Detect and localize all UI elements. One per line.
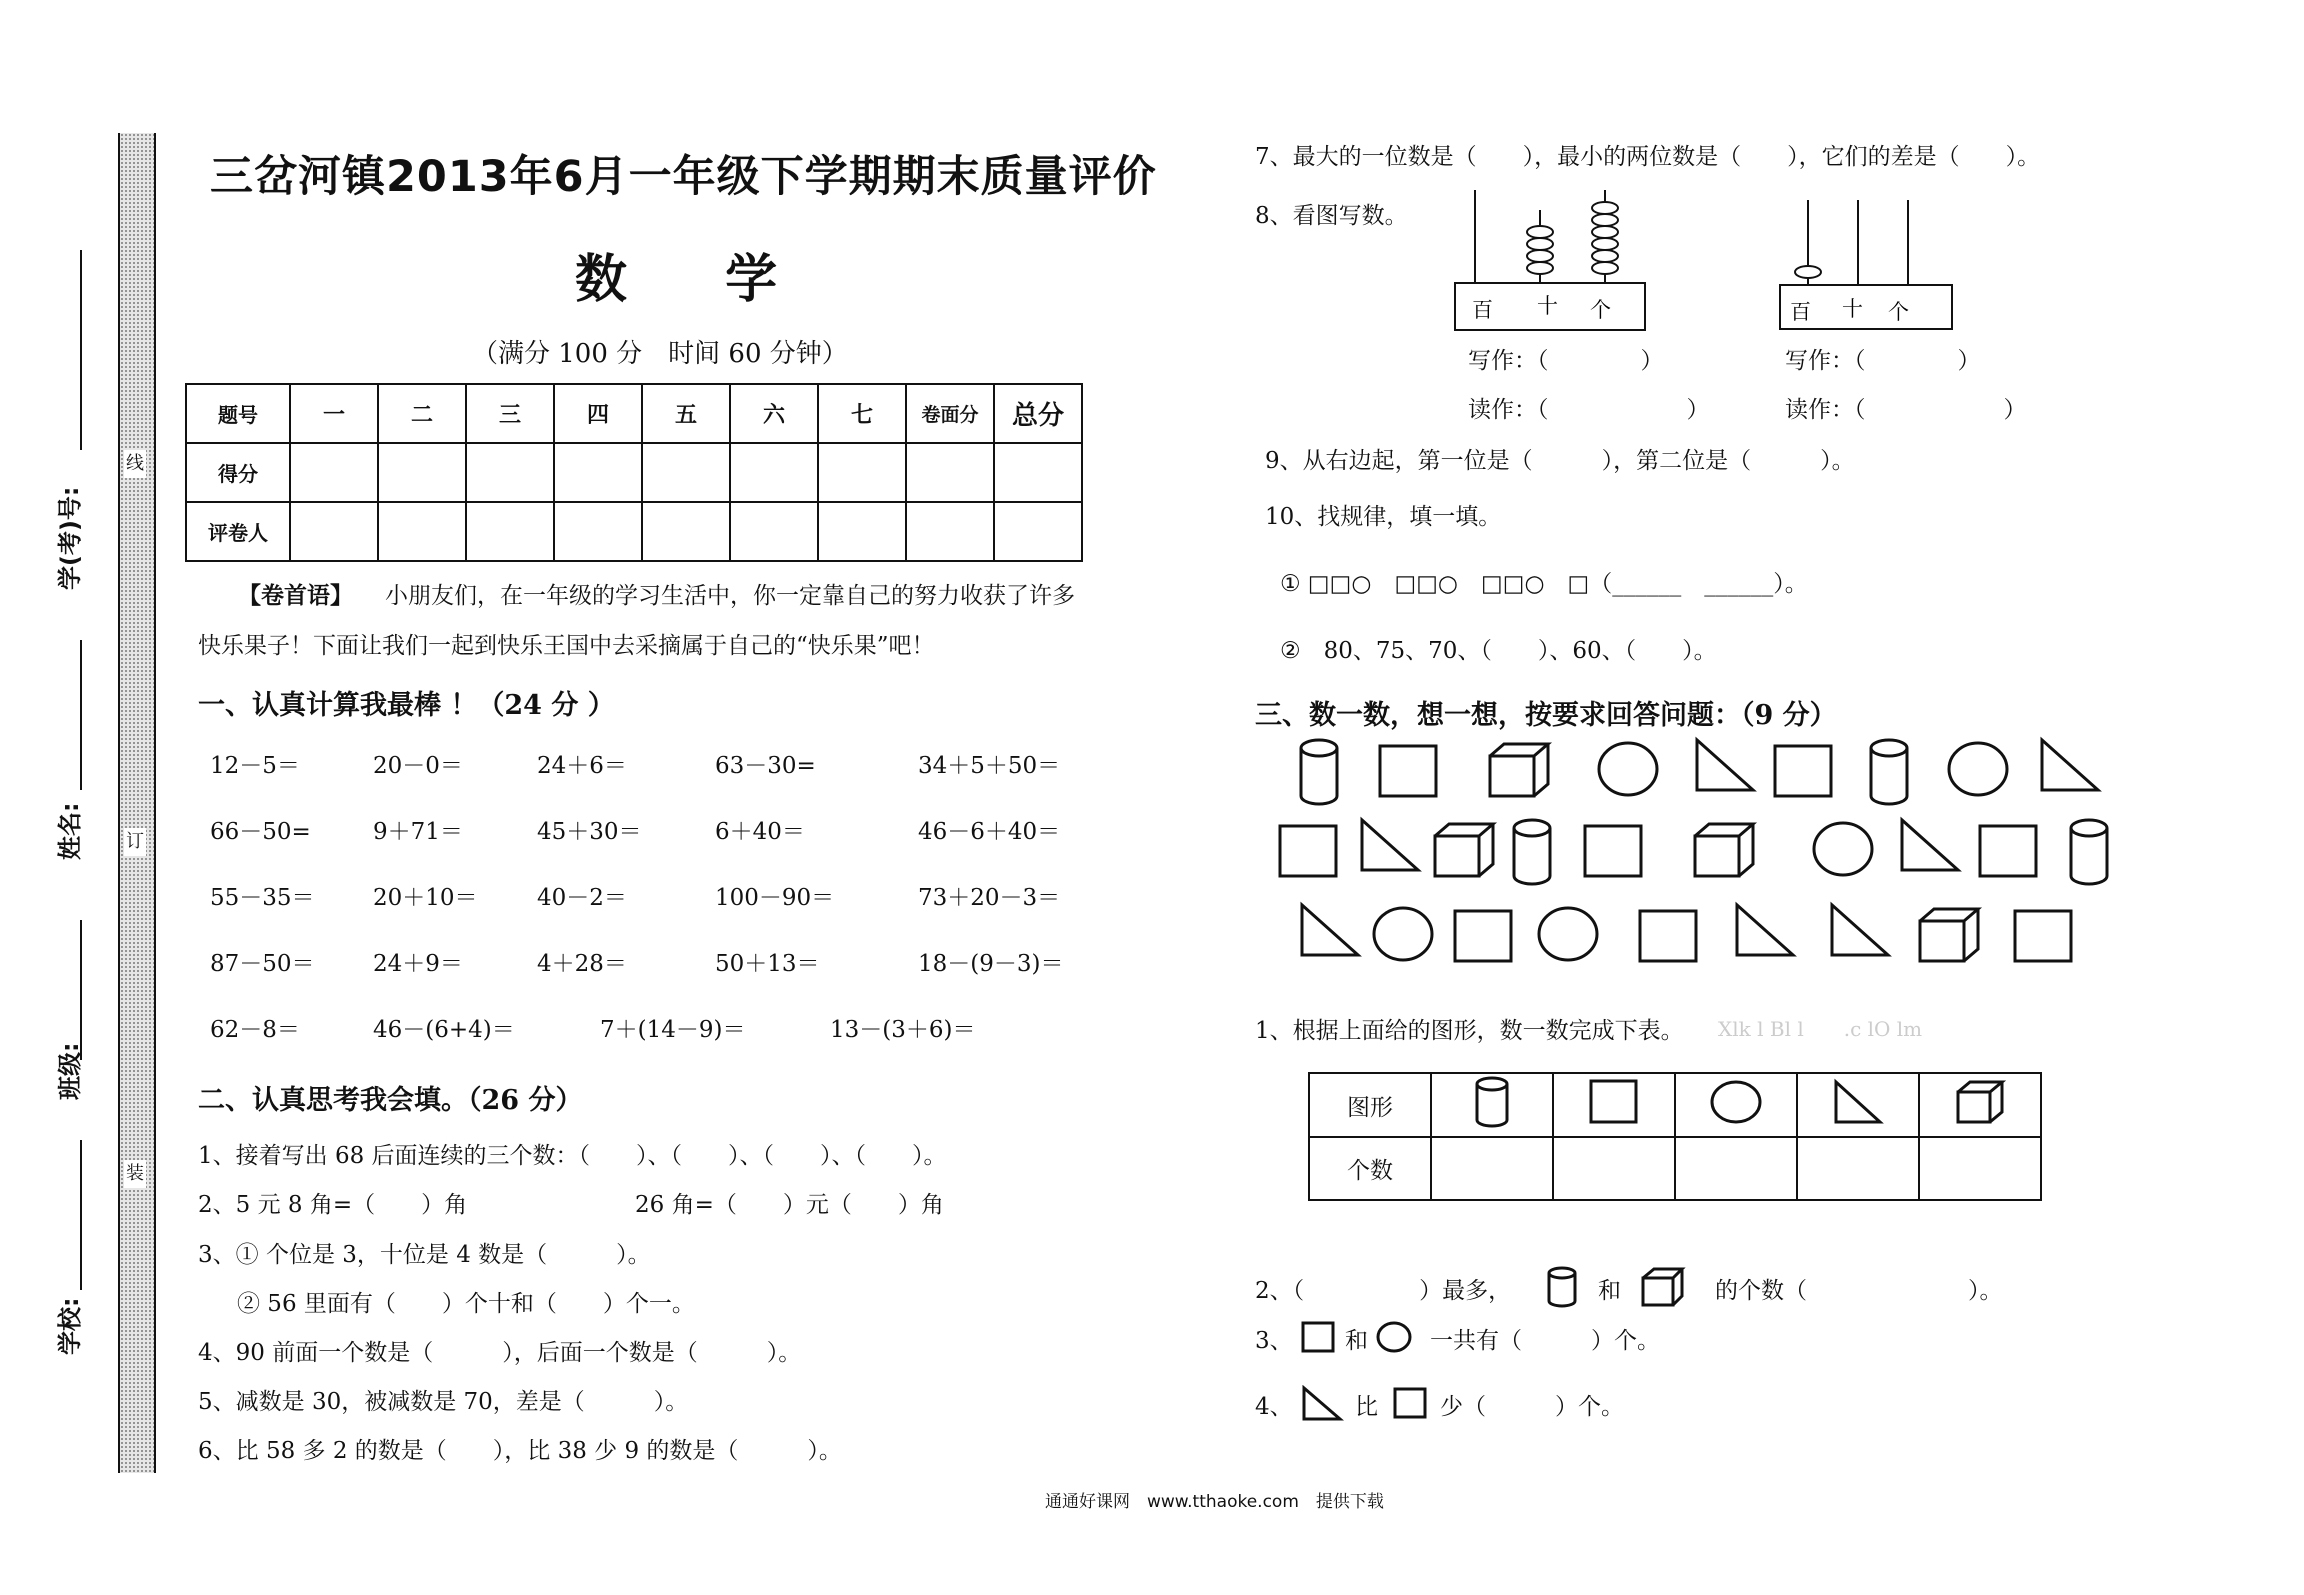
section3-title: 三、数一数，想一想，按要求回答问题：（9 分） [1255,700,1837,731]
score-cell[interactable] [466,443,554,502]
square-icon [1380,746,1436,796]
abacus-label-ones: 个 [1888,300,1909,324]
strip-char-ding: 订 [124,828,146,856]
triangle-icon [1697,740,1753,790]
grader-cell[interactable] [994,502,1082,561]
question-9: 9、从右边起，第一位是（ ），第二位是（ ）。 [1265,448,1855,474]
section3-question-1: 1、根据上面给的图形，数一数完成下表。 [1255,1018,1684,1044]
calc-item: 34＋5＋50＝ [918,753,1061,779]
header-cell: 四 [554,384,642,443]
cube-icon [1640,1266,1686,1308]
score-row [186,443,1082,502]
square-icon [1455,911,1511,961]
square-icon [1280,826,1336,876]
binding-strip [118,133,156,1473]
calc-item: 62－8＝ [210,1017,300,1043]
count-cell[interactable] [1675,1137,1797,1200]
score-cell[interactable] [290,443,378,502]
header-cell: 六 [730,384,818,443]
grader-cell[interactable] [554,502,642,561]
section3-question-2a: 2、（ ）最多， [1255,1278,1512,1304]
calc-item: 13－(3＋6)＝ [830,1017,976,1043]
triangle-icon [1902,820,1958,870]
square-icon [1300,1320,1336,1354]
grader-cell[interactable] [290,502,378,561]
calc-item: 55－35＝ [210,885,315,911]
question-8: 8、看图写数。 [1255,203,1408,229]
calc-item: 46－(6+4)＝ [373,1017,515,1043]
count-cell[interactable] [1553,1137,1675,1200]
section3-question-3a: 3、 [1255,1328,1293,1354]
question-2b: 26 角=（ ）元（ ）角 [635,1192,944,1218]
header-cell: 二 [378,384,466,443]
calc-item: 6＋40＝ [715,819,805,845]
cylinder-icon [1514,820,1550,884]
score-cell[interactable] [554,443,642,502]
score-cell[interactable] [994,443,1082,502]
section3-question-2c: 的个数（ ）。 [1715,1278,2003,1304]
row-label: 评卷人 [186,502,290,561]
triangle-icon [2042,740,2098,790]
count-cell[interactable] [1919,1137,2041,1200]
triangle-icon [1302,905,1358,955]
strip-char-xian: 线 [124,450,146,478]
school-label: 学校: [56,1297,84,1355]
section3-question-4c: 少（ ）个。 [1440,1394,1624,1420]
cube-icon [1490,744,1548,796]
abacus-label-tens: 十 [1537,294,1558,318]
count-cell[interactable] [1797,1137,1919,1200]
score-table-header-row [186,384,1082,443]
calc-item: 100－90＝ [715,885,835,911]
header-cell: 七 [818,384,906,443]
count-table-shape-row [1309,1073,2041,1137]
calc-item: 4＋28＝ [537,951,627,977]
question-7: 7、最大的一位数是（ ），最小的两位数是（ ），它们的差是（ ）。 [1255,144,2041,170]
calc-item: 50＋13＝ [715,951,820,977]
footer-source: 通通好课网 www.tthaoke.com 提供下载 [1045,1492,1384,1512]
student-id-label: 学(考)号: [56,486,84,590]
preface-line-2: 快乐果子！下面让我们一起到快乐王国中去采摘属于自己的“快乐果”吧！ [198,633,935,659]
preface-line-1: 小朋友们，在一年级的学习生活中，你一定靠自己的努力收获了许多 [385,583,1075,609]
question-10-1: ① □□○ □□○ □□○ □（______ ______）。 [1280,571,1808,597]
square-icon [1585,826,1641,876]
section3-question-3-and: 和 [1345,1328,1368,1354]
calc-item: 87－50＝ [210,951,315,977]
header-cell: 卷面分 [906,384,994,443]
row-label: 得分 [186,443,290,502]
id-line[interactable] [80,250,82,450]
strip-char-zhuang: 装 [124,1160,146,1188]
header-cell: 三 [466,384,554,443]
calc-item: 24＋9＝ [373,951,463,977]
circle-icon [1539,908,1597,960]
calc-item: 20＋10＝ [373,885,478,911]
calc-item: 45＋30＝ [537,819,642,845]
row-label: 个数 [1309,1137,1431,1200]
calc-item: 20－0＝ [373,753,463,779]
cylinder-icon [1871,740,1907,804]
triangle-icon [1300,1385,1344,1423]
square-icon [1553,1073,1675,1137]
section3-question-4a: 4、 [1255,1394,1293,1420]
name-line[interactable] [80,640,82,790]
circle-icon [1949,743,2007,795]
shapes-figure [1270,730,2140,1000]
circle-icon [1599,743,1657,795]
calc-item: 63－30= [715,753,816,779]
cylinder-icon [1301,740,1337,804]
cube-icon [1435,824,1493,876]
grader-cell[interactable] [642,502,730,561]
circle-icon [1675,1073,1797,1137]
calc-item: 18－(9－3)＝ [918,951,1064,977]
calc-item: 9＋71＝ [373,819,463,845]
calc-item: 46－6＋40＝ [918,819,1061,845]
square-icon [1775,746,1831,796]
header-cell: 题号 [186,384,290,443]
abacus-label-tens: 十 [1842,297,1863,321]
grader-cell[interactable] [818,502,906,561]
abacus1-read: 读作：（ ） [1468,397,1710,423]
calc-item: 7＋(14－9)＝ [600,1017,746,1043]
cylinder-icon [2071,820,2107,884]
question-6: 6、比 58 多 2 的数是（ ），比 38 少 9 的数是（ ）。 [198,1438,842,1464]
count-table-count-row [1309,1137,2041,1200]
section2-title: 二、认真思考我会填。（26 分） [198,1085,583,1116]
abacus-label-hundreds: 百 [1790,300,1811,324]
cylinder-icon [1431,1073,1553,1137]
header-cell: 一 [290,384,378,443]
section3-question-3c: 一共有（ ）个。 [1430,1328,1660,1354]
score-cell[interactable] [818,443,906,502]
faint-watermark: Xlk l Bl l .c lO lm [1718,1017,1923,1041]
question-5: 5、减数是 30，被减数是 70，差是（ ）。 [198,1389,689,1415]
calc-item: 40－2＝ [537,885,627,911]
row-label: 图形 [1309,1073,1431,1137]
subject-title: 数 学 [575,250,818,310]
circle-icon [1374,908,1432,960]
name-label: 姓名: [56,802,84,860]
grader-cell[interactable] [378,502,466,561]
triangle-icon [1737,905,1793,955]
preface-tag: 【卷首语】 [238,583,353,609]
score-cell[interactable] [378,443,466,502]
triangle-icon [1797,1073,1919,1137]
square-icon [2015,911,2071,961]
question-10-2: ② 80、75、70、（ ）、60、（ ）。 [1280,638,1717,664]
calc-item: 24＋6＝ [537,753,627,779]
circle-icon [1814,823,1872,875]
circle-icon [1375,1320,1413,1354]
grader-cell[interactable] [730,502,818,561]
square-icon [1392,1386,1428,1420]
abacus2-write: 写作：（ ） [1785,348,1981,374]
exam-info: （满分 100 分 时间 60 分钟） [472,339,848,369]
school-line[interactable] [80,1140,82,1290]
abacus-label-ones: 个 [1590,298,1611,322]
question-10: 10、找规律，填一填。 [1265,504,1502,530]
header-cell: 总分 [994,384,1082,443]
calc-item: 12－5＝ [210,753,300,779]
score-table [185,383,1083,562]
cube-icon [1919,1073,2041,1137]
score-cell[interactable] [642,443,730,502]
cube-icon [1920,909,1978,961]
header-cell: 五 [642,384,730,443]
count-table [1308,1072,2042,1201]
triangle-icon [1832,905,1888,955]
class-line[interactable] [80,920,82,1060]
question-1: 1、接着写出 68 后面连续的三个数：（ ）、（ ）、（ ）、（ ）。 [198,1143,947,1169]
score-cell[interactable] [730,443,818,502]
question-2a: 2、5 元 8 角=（ ）角 [198,1192,468,1218]
grader-cell[interactable] [906,502,994,561]
section3-question-4-than: 比 [1355,1394,1378,1420]
exam-title: 三岔河镇2013年6月一年级下学期期末质量评价 [210,152,1157,202]
abacus1-write: 写作：（ ） [1468,348,1664,374]
cube-icon [1695,824,1753,876]
abacus2-read: 读作：（ ） [1785,397,2027,423]
grader-row [186,502,1082,561]
score-cell[interactable] [906,443,994,502]
abacus-1 [1450,180,1650,335]
square-icon [1640,911,1696,961]
cylinder-icon [1545,1265,1579,1309]
section3-question-2-and: 和 [1598,1278,1621,1304]
question-3b: ② 56 里面有（ ）个十和（ ）个一。 [237,1291,695,1317]
question-3a: 3、① 个位是 3，十位是 4 数是（ ）。 [198,1242,651,1268]
square-icon [1980,826,2036,876]
count-cell[interactable] [1431,1137,1553,1200]
triangle-icon [1362,820,1418,870]
question-4: 4、90 前面一个数是（ ），后面一个数是（ ）。 [198,1340,802,1366]
calc-item: 66－50= [210,819,311,845]
class-label: 班级: [56,1042,84,1100]
abacus-label-hundreds: 百 [1472,298,1493,322]
grader-cell[interactable] [466,502,554,561]
section1-title: 一、认真计算我最棒 ！（24 分 ） [198,690,615,721]
calc-item: 73＋20－3＝ [918,885,1061,911]
abacus-2 [1770,190,1960,335]
